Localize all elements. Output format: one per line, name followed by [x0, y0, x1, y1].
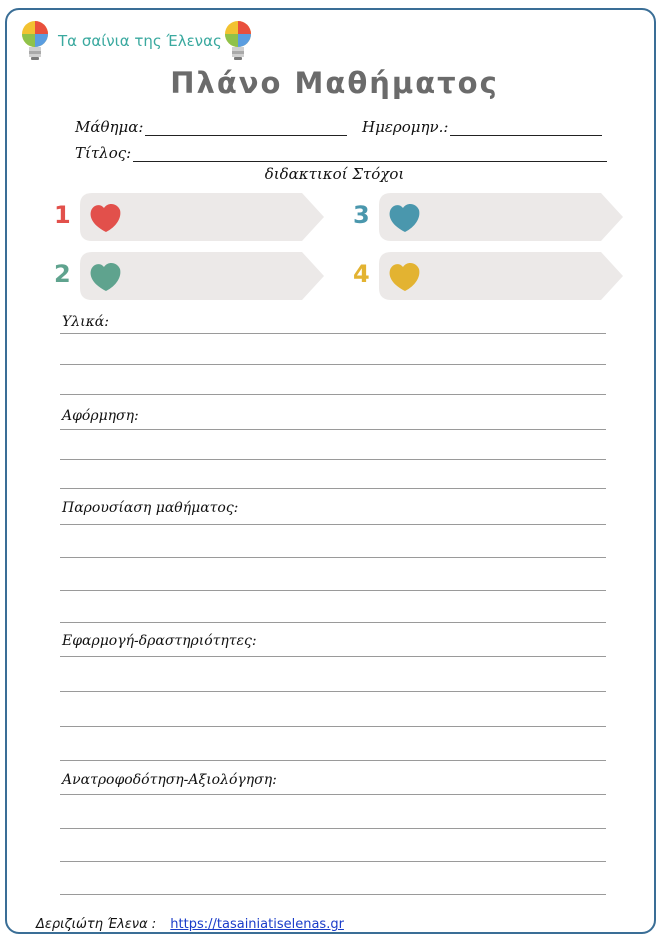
writing-line	[60, 691, 606, 692]
footer-link[interactable]: https://tasainiatiselenas.gr	[170, 917, 344, 932]
writing-line	[60, 488, 606, 489]
section-motivation-label: Αφόρμηση:	[62, 408, 139, 424]
date-label: Ημερομην.:	[362, 118, 449, 136]
writing-line	[60, 394, 606, 395]
date-blank-line	[450, 121, 602, 136]
section-materials-label: Υλικά:	[62, 314, 109, 330]
writing-line	[60, 622, 606, 623]
goals-heading: διδακτικοί Στόχοι	[264, 165, 405, 183]
topic-blank-line	[133, 147, 607, 162]
subject-field	[75, 118, 347, 136]
date-field	[362, 118, 602, 136]
subject-label: Μάθημα:	[75, 118, 144, 136]
lightbulb-puzzle-icon	[20, 20, 50, 64]
writing-line	[60, 333, 606, 334]
topic-label: Τίτλος:	[75, 144, 132, 162]
writing-line	[60, 590, 606, 591]
writing-line	[60, 557, 606, 558]
goal-number: 3	[353, 201, 370, 229]
heart-icon	[387, 261, 423, 293]
writing-line	[60, 726, 606, 727]
footer-author: Δεριζιώτη Έλενα :	[36, 917, 157, 932]
section-presentation-label: Παρουσίαση μαθήματος:	[62, 500, 239, 516]
section-feedback-label: Ανατροφοδότηση-Αξιολόγηση:	[62, 772, 277, 788]
section-activities-label: Εφαρμογή-δραστηριότητες:	[62, 633, 257, 649]
brand-name: Τα σαίνια της Έλενας	[58, 32, 222, 50]
writing-line	[60, 828, 606, 829]
writing-line	[60, 524, 606, 525]
goal-number: 1	[54, 201, 71, 229]
heart-icon	[387, 202, 423, 234]
topic-field	[75, 144, 607, 162]
heart-icon	[88, 202, 124, 234]
writing-line	[60, 364, 606, 365]
writing-line	[60, 861, 606, 862]
lightbulb-puzzle-icon	[223, 20, 253, 64]
goal-number: 4	[353, 260, 370, 288]
writing-line	[60, 459, 606, 460]
subject-blank-line	[145, 121, 347, 136]
footer	[36, 917, 344, 932]
goal-number: 2	[54, 260, 71, 288]
writing-line	[60, 760, 606, 761]
writing-line	[60, 894, 606, 895]
heart-icon	[88, 261, 124, 293]
writing-line	[60, 794, 606, 795]
page-title: Πλάνο Μαθήματος	[170, 66, 499, 100]
writing-line	[60, 429, 606, 430]
writing-line	[60, 656, 606, 657]
